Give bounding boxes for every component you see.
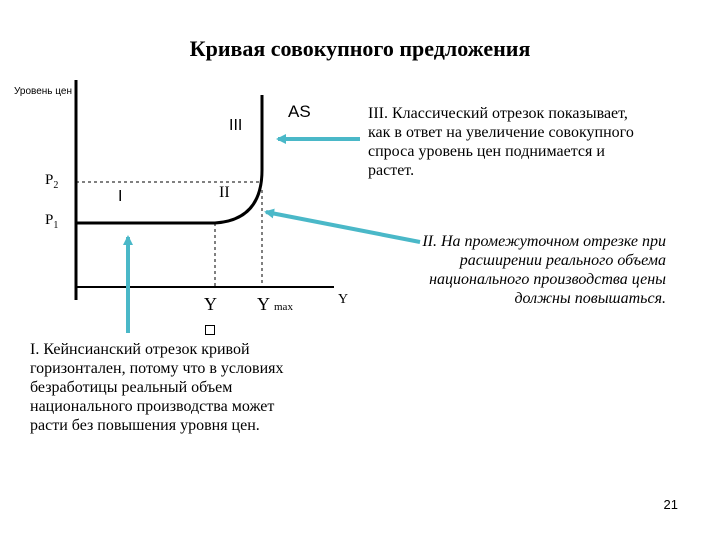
note-classical: III. Классический отрезок показывает, как в ответ на увеличение совокупного спроса уровень цен поднимается и растет. (368, 105, 634, 179)
p1-label: $P_1$ (45, 212, 59, 231)
p2-label: $P_2$ (45, 172, 59, 191)
as-curve (76, 95, 262, 223)
y-mark-label: Y (204, 294, 217, 314)
segment-three-label: III (229, 117, 243, 134)
y-axis-label: Уровень цен (14, 86, 72, 97)
arrow-segment-two (266, 212, 420, 242)
note-keynesian: I. Кейнсианский отрезок кривой горизонтален, потому что в условиях безработицы реальный объем национального производства может расти без повышения уровня цен. (30, 341, 284, 434)
ymax-label: Ymax (257, 294, 293, 314)
page-title: Кривая совокупного предложения (189, 36, 531, 61)
missing-glyph-box (205, 322, 215, 340)
page-number: 21 (663, 497, 678, 512)
segment-one-label: I (118, 188, 123, 205)
x-axis-label: Y (338, 292, 349, 307)
as-curve-label: AS (288, 102, 311, 121)
note-intermediate: II. На промежуточном отрезке при расширении реального объема национального производства цены должны повышаться. (422, 233, 666, 307)
segment-two-label: II (219, 184, 230, 201)
